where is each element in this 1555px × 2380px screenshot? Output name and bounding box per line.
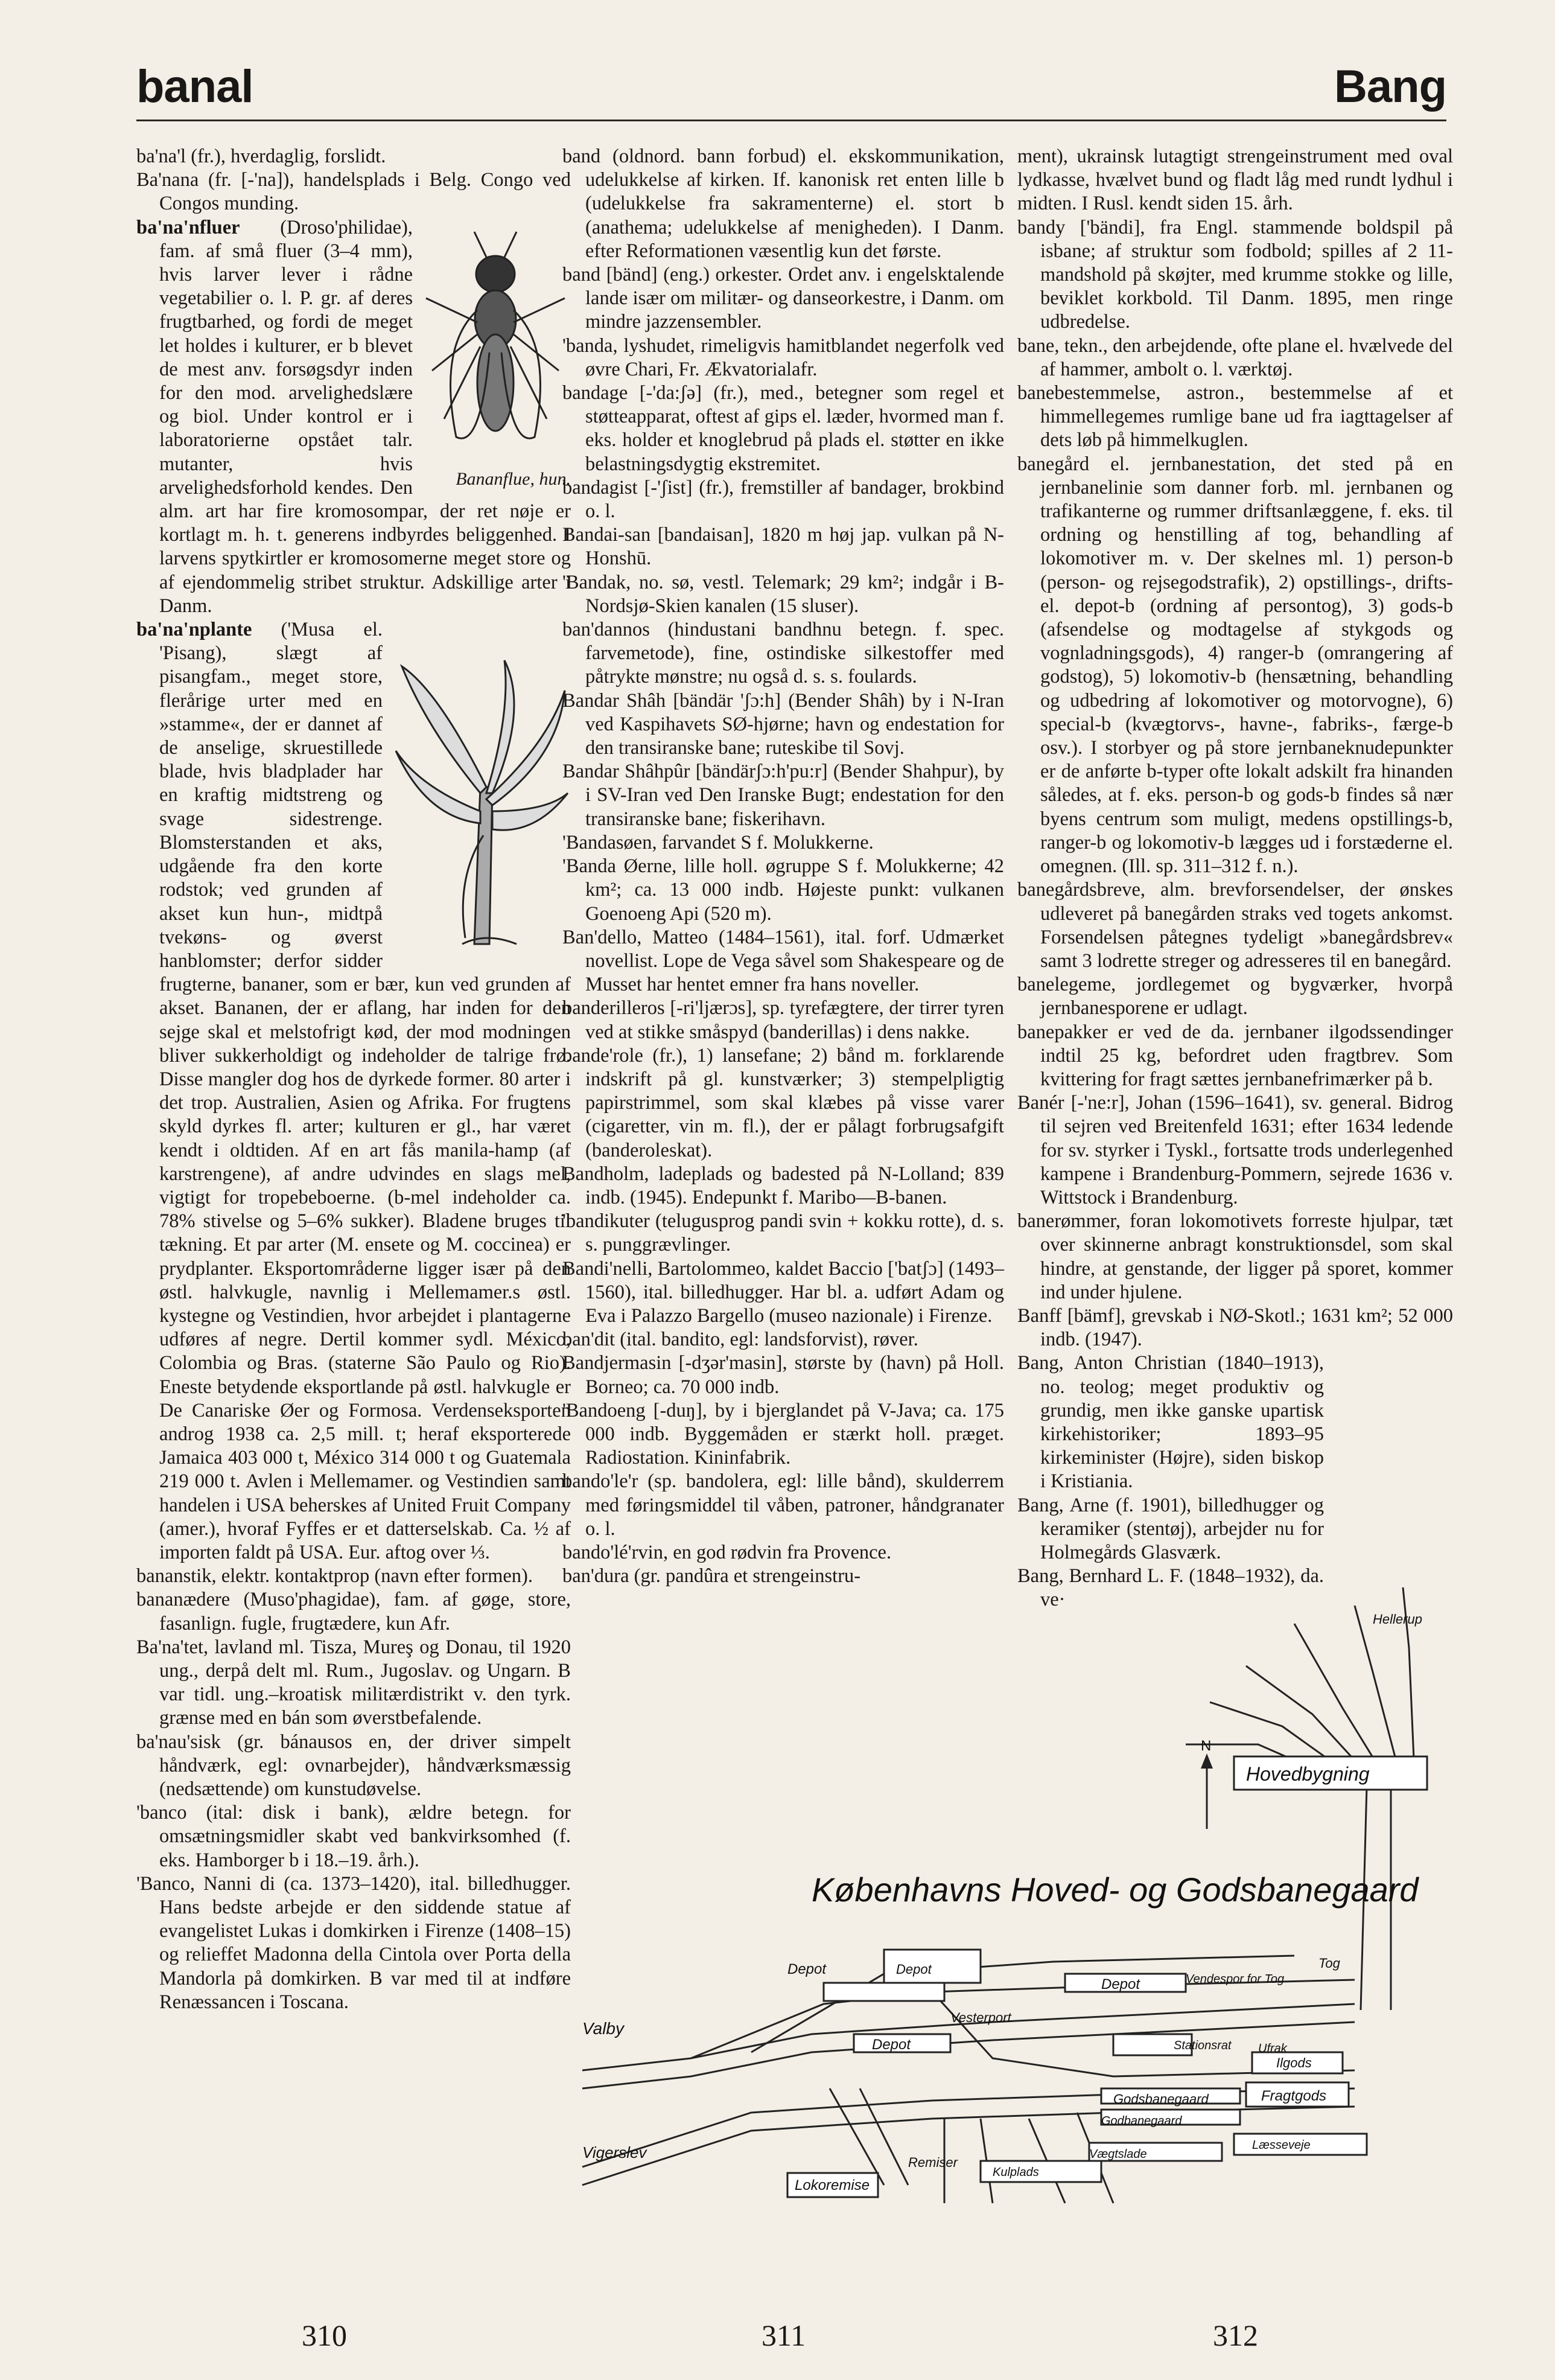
map-label-vesterport: Vesterport bbox=[950, 2010, 1011, 2025]
entry-bandar-shah: Bandar Shâh [bändär 'ʃɔ:h] (Bender Shâh) by i N-Iran ved Kaspihavets SØ-hjørne; havn og endestation for den transiranske bane; ruteskibe til Sovj. bbox=[562, 689, 1004, 759]
folio-left: 310 bbox=[302, 2318, 347, 2352]
entry-bandinelli: Bandi'nelli, Bartolommeo, kaldet Baccio ['batʃɔ] (1493–1560), ital. billedhugger. Har bl. a. udført Adam og Eva i Palazzo Bargello (museo nazionale) i Firenze. bbox=[562, 1257, 1004, 1327]
north-arrow-icon bbox=[1201, 1753, 1213, 1829]
entry-bandoeng: 'Bandoeng [-duŋ], by i bjerglandet på V-Java; ca. 175 000 indb. Byggemåden er stærkt holl. præget. Radiostation. Kininfabrik. bbox=[562, 1399, 1004, 1469]
entry-bandar-shahpur: Bandar Shâhpûr [bändärʃɔ:h'pu:r] (Bender Shahpur), by i SV-Iran ved Den Iranske Bugt; endestation for den transiranske bane; fiskerihavn. bbox=[562, 761, 1004, 830]
map-title: Københavns Hoved- og Godsbanegaard bbox=[812, 1871, 1419, 1909]
map-label-depot-1: Depot bbox=[787, 1961, 827, 1977]
entry-banda: 'banda, lyshudet, rimeligvis hamitblandet negerfolk ved øvre Chari, Fr. Ækvatorialafr. bbox=[562, 334, 1004, 380]
entry-bang-bernhard: Bang, Bernhard L. F. (1848–1932), da. ve· bbox=[1017, 1565, 1324, 1611]
map-label-lokoremise: Lokoremise bbox=[795, 2177, 870, 2193]
entry-banerommer: banerømmer, foran lokomotivets forreste hjulpar, tæt over skinnerne anbragt konstruktionsdel, som skal hindre, at genstande, der ligger på sporet, kommer ind under hjulene. bbox=[1017, 1210, 1453, 1303]
entry-band: band (oldnord. bann forbud) el. ekskommunikation, udelukkelse af kirken. If. kanonisk ret enten lille b (udelukkelse fra sakramenterne) el. stort b (anathema; udelukkelse af menigheden). I Danm. efter Reformationen væsentlig kun det første. bbox=[562, 145, 1004, 262]
entry-banderole: bande'role (fr.), 1) lansefane; 2) bånd m. forklarende indskrift på gl. kunstværker; 3) stempelpligtig papirstrimmel, som skal klæbes på visse varer (cigaretter, vin m. fl.), der er pålagt forbrugsafgift (banderoleskat). bbox=[562, 1044, 1004, 1161]
fruitfly-figure bbox=[420, 220, 571, 491]
map-label-depot-3: Depot bbox=[1101, 1976, 1140, 1992]
entry-banausisk: ba'nau'sisk (gr. bánausos en, der driver simpelt håndværk, egl: ovnarbejder), håndværksmæssig (nedsættende) om kunstudøvelse. bbox=[136, 1731, 571, 1801]
entry-banff: Banff [bämf], grevskab i NØ-Skotl.; 1631 km²; 52 000 indb. (1947). bbox=[1017, 1304, 1453, 1351]
map-label-fragtgods: Fragtgods bbox=[1261, 2088, 1327, 2104]
header-rule bbox=[136, 120, 1446, 121]
entry-banegaardsbreve: banegårdsbreve, alm. brevforsendelser, der ønskes udleveret på banegården straks ved togets ankomst. Forsendelsen påtegnes tydeligt »banegårdsbrev« samt 3 lodrette streger og adresseres til en banegård. bbox=[1017, 879, 1453, 972]
folio-right: 312 bbox=[1213, 2318, 1258, 2352]
map-label-godsbanegaard: Godsbanegaard bbox=[1113, 2091, 1209, 2107]
entry-banan-plante: ba'na'nplante ('Musa el. 'Pisang), slægt af pisangfam., meget store, flerårige urter med en »stamme«, der er dannet af de anselige, skruestillede blade, hvis bladplader har en kraftig midtstreng og svage sidestrenge. Blomsterstanden et aks, udgående fra den korte rodstok; ved grunden af akset kun hun-, midtpå tvekøns- og øverst hanblomster; derfor sidder frugterne, bananer, som er bær, kun ved grunden af akset. Bananen, der er aflang, har inden for den sejge skal et melstofrigt kød, der mod modningen bliver sukkerholdigt og indeholder de talrige frø. Disse mangler dog hos de dyrkede former. 80 arter i det trop. Australien, Asien og Afrika. For frugtens skyld dyrkes fl. arter; kulturen er gl., har været kendt i oldtiden. Af en art fås manila-hamp (af karstrengene), af andre udvindes en slags mel, vigtigt for tropebeboerne. (b-mel indeholder ca. 78% stivelse og 5–6% sukker). Bladene bruges til tækning. Et par arter (M. ensete og M. coccinea) er prydplanter. Eksportområderne ligger især på den østl. halvkugle, navnlig i Mellemamer.s østl. kystegne og Vestindien, hvor arbejdet i plantagerne udføres af negre. Dertil kommer sydl. México, Colombia og Bras. (staterne São Paulo og Rio). Eneste betydende eksportlande på østl. halvkugle er De Canariske Øer og Formosa. Verdenseksporten androg 1938 ca. 2,5 mill. t; heraf eksporterede Jamaica 403 000 t, México 314 000 t og Guatemala 219 000 t. Avlen i Mellemamer. og Vestindien samt handelen i USA beherskes af United Fruit Company (amer.), hvoraf Fyffes er et datterselskab. Ca. ½ af importen faldt på USA. Eur. aftog over ⅓. bbox=[136, 619, 571, 1563]
entry-bananstik: bananstik, elektr. kontaktprop (navn efter formen). bbox=[136, 1565, 533, 1587]
entry-banda-oerne: 'Banda Øerne, lille holl. øgruppe S f. Molukkerne; 42 km²; ca. 13 000 indb. Højeste punkt: vulkanen Goenoeng Api (520 m). bbox=[562, 855, 1004, 925]
map-label-godbanegaard: Godbanegaard bbox=[1101, 2114, 1182, 2128]
station-map bbox=[570, 984, 1451, 2209]
entry-banco: 'banco (ital: disk i bank), ældre betegn. for omsætningsmidler skabt ved bankvirksomhed (f. eks. Hamborger b i 18.–19. årh.). bbox=[136, 1802, 571, 1871]
map-label-north: N bbox=[1201, 1738, 1212, 1754]
guide-word-right: Bang bbox=[1334, 61, 1446, 112]
map-label-hellerup: Hellerup bbox=[1373, 1612, 1422, 1627]
entry-bandagist: bandagist [-'ʃist] (fr.), fremstiller af bandager, brokbind o. l. bbox=[562, 476, 1004, 523]
entry-bang-arne: Bang, Arne (f. 1901), billedhugger og keramiker (stentøj), arbejder nu for Holmegårds Glasværk. bbox=[1017, 1494, 1324, 1563]
map-label-ilgods: Ilgods bbox=[1276, 2055, 1312, 2070]
entry-banal: ba'na'l (fr.), hverdaglig, forslidt. bbox=[136, 145, 386, 167]
entry-bananfluer: ba'na'nfluer (Droso'philidae), fam. af små fluer (3–4 mm), hvis larver lever i rådne vegetabilier o. l. P. gr. af deres frugtbarhed, og fordi de meget let holdes i kulturer, er b blevet de mest anv. forsøgsdyr inden for den mod. arvelighedslære og biol. Under kontrol er i laboratorierne opstået talr. mutanter, hvis arvelighedsforhold kendes. Den alm. art har fire kromosompar, der ret nøje er kortlagt m. h. t. generens indbyrdes beliggenhed. I larvens spytkirtler er kromosomerne meget store og af ejendommelig stribet struktur. Adskillige arter i Danm. bbox=[136, 216, 571, 617]
map-label-valby: Valby bbox=[582, 2019, 625, 2038]
map-label-vigerslev: Vigerslev bbox=[582, 2143, 647, 2161]
column-310 bbox=[136, 145, 571, 2014]
entry-bandannos: ban'dannos (hindustani bandhnu betegn. f. spec. farvemetode), fine, ostindiske silkestoffer med påtrykte mønstre; nu også d. s. s. foulards. bbox=[562, 619, 1004, 688]
map-label-depot-2: Depot bbox=[872, 2037, 911, 2053]
map-label-vendespor: Vendespor for Tog bbox=[1186, 1973, 1285, 1986]
map-label-vaegtslade: Vægtslade bbox=[1089, 2148, 1147, 2161]
entry-banco-nanni: 'Banco, Nanni di (ca. 1373–1420), ital. billedhugger. Hans bedste arbejde er den siddende statue af evangelistet Lukas i domkirken i Firenze (1408–15) og relieffet Madonna della Cintola over Porta della Mandorla på domkirken. B var med til at indføre Renæssancen i Toscana. bbox=[136, 1872, 571, 2013]
entry-bang-anton: Bang, Anton Christian (1840–1913), no. teolog; meget produktiv og grundig, men ikke ganske upartisk kirkehistoriker; 1893–95 kirkeminister (Højre), siden biskop i Kristiania. bbox=[1017, 1352, 1324, 1493]
entry-bananaedere: bananædere (Muso'phagidae), fam. af gøge, store, fasanlign. fugle, frugtædere, kun Afr. bbox=[136, 1589, 571, 1635]
entry-banegaard: banegård el. jernbanestation, det sted på en jernbanelinie som danner forb. ml. jernbanen og trafikanterne og rummer driftsanlæggene, f. eks. til ordning og henstilling af tog, behandling af lokomotiver m. v. Der skelnes ml. 1) person-b (person- og rejsegodstrafik), 2) opstillings-, drifts- el. depot-b (ordning af persontog), 3) gods-b (afsendelse og modtagelse af stykgods og vognladningsgods), 4) ranger-b (omrangering af godstog), 5) lokomotiv-b (hensætning, behandling og udbedring af lokomotiver og motorvogne), 6) special-b (kvægtorvs-, havne-, fabriks-, færge-b osv.). I storbyer og på store jernbaneknudepunkter er de anførte b-typer ofte lokalt adskilt fra hinanden således, at f. eks. person-b og gods-b findes så nær byens centrum som muligt, medens opstillings-b, ranger-b og lokomotiv-b lægges ud i forstæderne el. omegnen. (Ill. sp. 311–312 f. n.). bbox=[1017, 453, 1453, 878]
entry-band-eng: band [bänd] (eng.) orkester. Ordet anv. i engelsktalende lande især om militær- og danseorkestre, i Danm. om mindre jazzensembler. bbox=[562, 264, 1004, 333]
entry-banana: Ba'nana (fr. [-'na]), handelsplads i Belg. Congo ved Congos munding. bbox=[136, 169, 571, 215]
map-label-depot-4: Depot bbox=[896, 1962, 932, 1977]
entry-banelegeme: banelegeme, jordlegemet og bygværker, hvorpå jernbanesporene er udlagt. bbox=[1017, 974, 1453, 1019]
entry-bandikuter: 'bandikuter (telugusprog pandi svin + kokku rotte), d. s. s. punggrævlinger. bbox=[562, 1210, 1004, 1256]
guide-word-left: banal bbox=[136, 61, 253, 112]
entry-bandello: Ban'dello, Matteo (1484–1561), ital. forf. Udmærket novellist. Lope de Vega såvel som Shakespeare og de Musset har hentet emner fra hans noveller. bbox=[562, 926, 1004, 996]
entry-bandy: bandy ['bändi], fra Engl. stammende boldspil på isbane; af struktur som fodbold; spilles af 2 11-mandshold på skøjter, med krumme stokke og lille, beviklet korkbold. Til Danm. 1895, men ringe udbredelse. bbox=[1017, 216, 1453, 333]
entry-bandak: 'Bandak, no. sø, vestl. Telemark; 29 km²; indgår i B-Nordsjø-Skien kanalen (15 sluser). bbox=[562, 571, 1004, 617]
entry-bandholm: Bandholm, ladeplads og badested på N-Lolland; 839 indb. (1945). Endepunkt f. Maribo—B-banen. bbox=[562, 1163, 1004, 1208]
entry-banderilleros: banderilleros [-ri'ljærɔs], sp. tyrefægtere, der tirrer tyren ved at stikke småspyd (banderillas) i dens nakke. bbox=[562, 997, 1004, 1043]
entry-bandura-cont: ment), ukrainsk lutagtigt strengeinstrument med oval lydkasse, hvælvet bund og fladt låg med rundt lydhul i midten. I Rusl. kendt siden 15. årh. bbox=[1017, 145, 1453, 215]
entry-bandoler: bando'le'r (sp. bandolera, egl: lille bånd), skulderrem med føringsmiddel til våben, patroner, håndgranater o. l. bbox=[562, 1470, 1004, 1540]
map-label-tog: Tog bbox=[1318, 1956, 1340, 1971]
fruitfly-caption: Bananflue, hun. bbox=[456, 468, 571, 489]
entry-banepakker: banepakker er ved de da. jernbaner ilgodssendinger indtil 25 kg, befordret uden fragtbrev. Som kvittering for fragt sættes jernbanefrimærker på b. bbox=[1017, 1021, 1453, 1090]
entry-bandasoen: 'Bandasøen, farvandet S f. Molukkerne. bbox=[562, 831, 874, 853]
banana-plant-figure bbox=[390, 654, 571, 962]
entry-bandolervin: bando'lé'rvin, en god rødvin fra Provence. bbox=[562, 1541, 892, 1563]
entry-baner: Banér [-'ne:r], Johan (1596–1641), sv. general. Bidrog til sejren ved Breitenfeld 1631; efter 1634 ledende for sv. styrker i Tyskl., fortsatte trods underlegenhed kampene i Brandenburg-Pommern, sejrede 1636 v. Wittstock i Brandenburg. bbox=[1017, 1092, 1453, 1208]
banana-plant-illustration bbox=[390, 654, 571, 956]
entry-banebestemmelse: banebestemmelse, astron., bestemmelse af et himmellegemes rumlige bane ud fra iagttagelser af dets løb på himmelkuglen. bbox=[1017, 382, 1453, 451]
map-label-stationsrat: Stationsrat bbox=[1174, 2039, 1232, 2052]
entry-bandai-san: Bandai-san [bandaisan], 1820 m høj jap. vulkan på N-Honshū. bbox=[562, 524, 1004, 570]
map-label-ufrak: Ufrak bbox=[1258, 2042, 1287, 2055]
entry-bandit: ban'dit (ital. bandito, egl: landsforvist), røver. bbox=[562, 1329, 918, 1351]
entry-bandura: ban'dura (gr. pandûra et strengeinstru- bbox=[562, 1565, 861, 1587]
entry-bane: bane, tekn., den arbejdende, ofte plane el. hvælvede del af hammer, ambolt o. l. værktøj. bbox=[1017, 334, 1453, 380]
map-label-laesseveje: Læsseveje bbox=[1252, 2139, 1311, 2152]
map-label-kulplads: Kulplads bbox=[993, 2166, 1039, 2179]
folio-middle: 311 bbox=[762, 2318, 806, 2352]
entry-bandage: bandage [-'da:ʃə] (fr.), med., betegner som regel et støtteapparat, oftest af gips el. læder, hvormed man f. eks. holder et knoglebrud på plads el. støtter en ikke belastningsdygtig ekstremitet. bbox=[562, 382, 1004, 475]
fruitfly-illustration bbox=[420, 220, 571, 461]
entry-bandjermasin: Bandjermasin [-dʒər'masin], største by (havn) på Holl. Borneo; ca. 70 000 indb. bbox=[562, 1352, 1004, 1398]
map-label-remiser: Remiser bbox=[908, 2155, 958, 2170]
entry-banatet: Ba'na'tet, lavland ml. Tisza, Mureş og Donau, til 1920 ung., derpå delt ml. Rum., Jugoslav. og Ungarn. B var tidl. ung.–kroatisk militærdistrikt v. den tyrk. grænse med en bán som øverstbefalende. bbox=[136, 1636, 571, 1729]
map-label-hovedbygning: Hovedbygning bbox=[1246, 1763, 1370, 1785]
